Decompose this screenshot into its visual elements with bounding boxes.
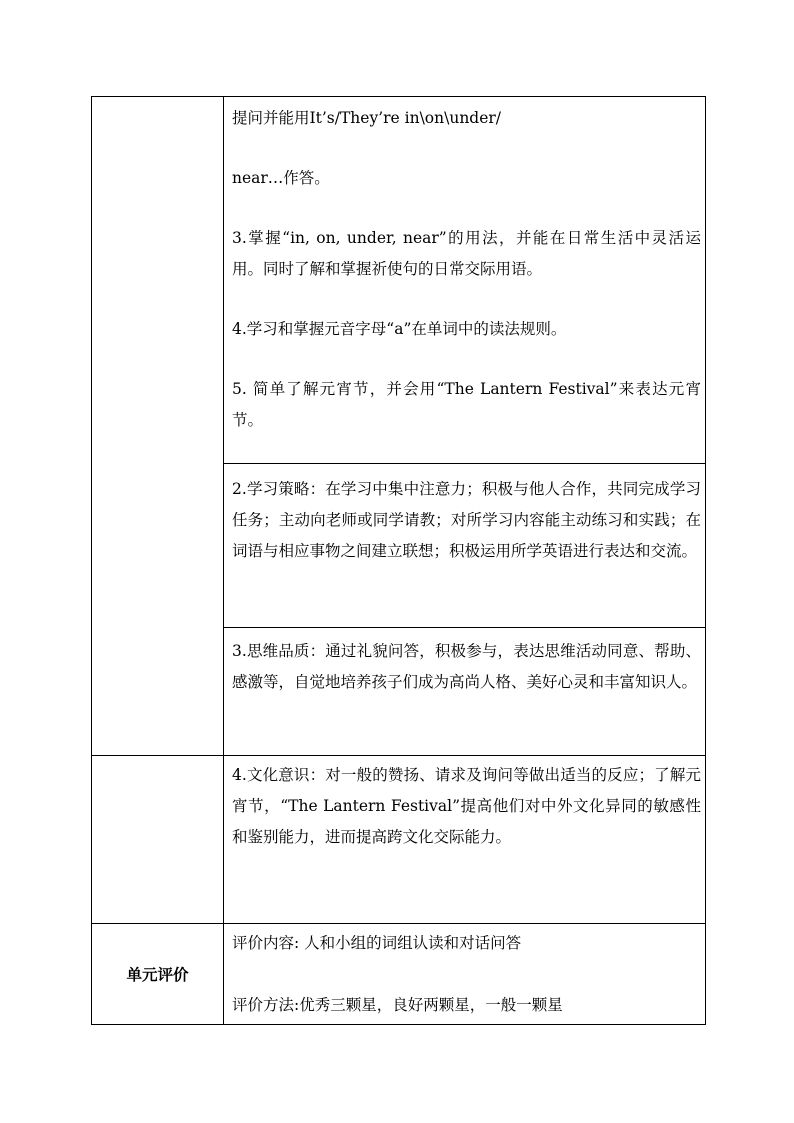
thinking-quality-text: 3.思维品质：通过礼貌问答，积极参与，表达思维活动同意、帮助、感激等，自觉地培养孩子们成为高尚人格、美好心灵和丰富知识人。 bbox=[232, 642, 701, 691]
goal-item-4: 4.学习和掌握元音字母“a”在单词中的读法规则。 bbox=[232, 320, 567, 338]
evaluation-content: 评价内容: 人和小组的词组认读和对话问答 bbox=[232, 934, 522, 952]
goal-item-3: 3.掌握“in, on, under, near”的用法，并能在日常生活中灵活运用。同时了解和掌握祈使句的日常交际用语。 bbox=[232, 229, 701, 278]
knowledge-goals-cell bbox=[224, 97, 706, 464]
table-row bbox=[92, 756, 706, 924]
table-row bbox=[92, 97, 706, 464]
empty-left-cell bbox=[92, 756, 224, 924]
learning-strategy-cell bbox=[224, 464, 706, 628]
goal-item-5: 5. 简单了解元宵节，并会用“The Lantern Festival”来表达元宵节。 bbox=[232, 380, 701, 429]
cultural-awareness-cell bbox=[224, 756, 706, 924]
goal-line: near…作答。 bbox=[232, 169, 330, 187]
unit-evaluation-label: 单元评价 bbox=[92, 924, 224, 1025]
unit-evaluation-cell bbox=[224, 924, 706, 1025]
cultural-awareness-text: 4.文化意识：对一般的赞扬、请求及询问等做出适当的反应；了解元宵节，“The Lantern Festival”提高他们对中外文化异同的敏感性和鉴别能力，进而提高跨文化交际能力。 bbox=[232, 766, 701, 846]
objectives-table bbox=[91, 96, 706, 1025]
left-label-cell bbox=[92, 97, 224, 756]
thinking-quality-cell bbox=[224, 628, 706, 756]
goal-line: 提问并能用It’s/They’re in\on\under/ bbox=[232, 109, 502, 127]
table-row bbox=[92, 924, 706, 1025]
evaluation-method: 评价方法:优秀三颗星，良好两颗星，一般一颗星 bbox=[232, 996, 563, 1014]
learning-strategy-text: 2.学习策略：在学习中集中注意力；积极与他人合作，共同完成学习任务；主动向老师或同学请教；对所学习内容能主动练习和实践；在词语与相应事物之间建立联想；积极运用所学英语进行表达和交流。 bbox=[232, 480, 701, 560]
